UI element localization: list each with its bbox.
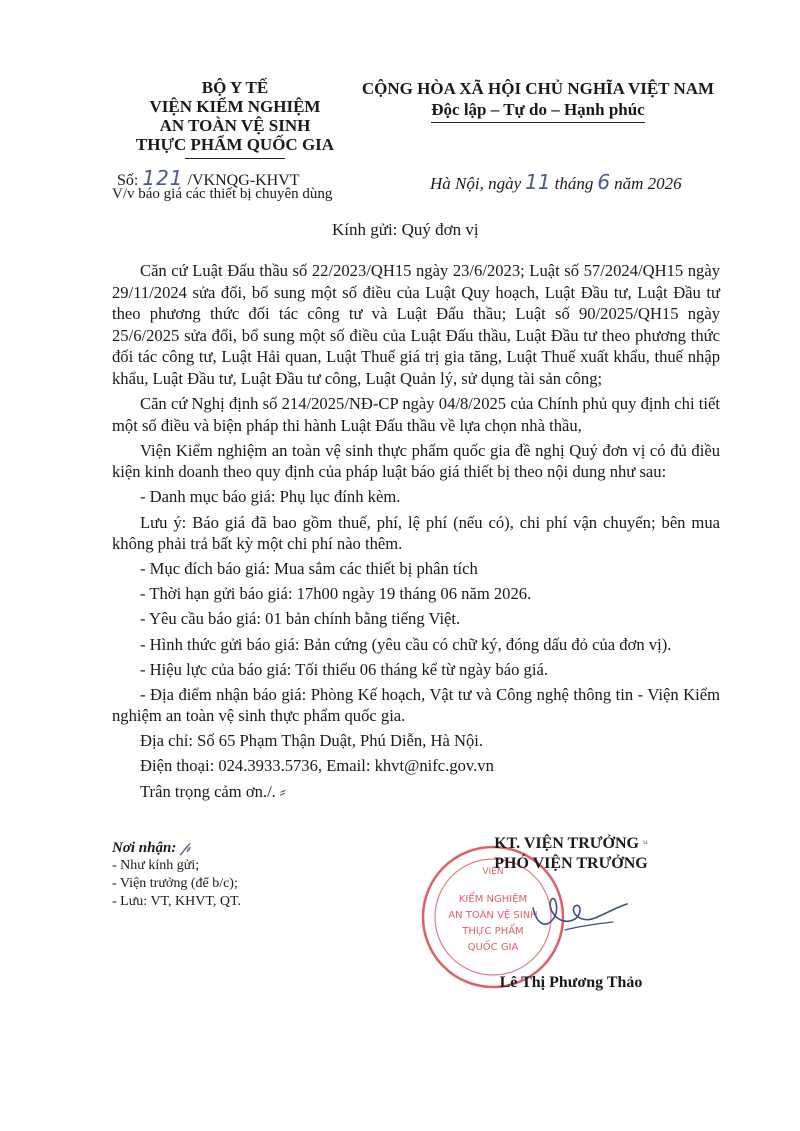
- initial-mark-icon: ⸗: [280, 781, 286, 801]
- handwritten-signature-icon: [525, 880, 635, 940]
- item-deadline: - Thời hạn gửi báo giá: 17h00 ngày 19 tháng 06 năm 2026.: [140, 584, 532, 604]
- recipient-item: - Như kính gửi;: [112, 858, 200, 873]
- recipients-title: Nơi nhận: 𝓅: [112, 838, 191, 856]
- recipient-item: - Lưu: VT, KHVT, QT.: [112, 894, 242, 909]
- item-contact: Điện thoại: 024.3933.5736, Email: khvt@nifc.gov.vn: [140, 756, 494, 776]
- seal-text-line4: QUỐC GIA: [467, 942, 519, 953]
- item-requirement: - Yêu cầu báo giá: 01 bản chính bằng tiếng Việt.: [140, 609, 461, 629]
- document-date: [430, 170, 682, 194]
- recipient-item: - Viện trưởng (để b/c);: [112, 876, 238, 891]
- paragraph-request: Viện Kiểm nghiệm an toàn vệ sinh thực phẩm quốc gia đề nghị Quý đơn vị có đủ điều kiện kinh doanh theo quy định của pháp luật báo giá thiết bị theo nội dung như sau:: [112, 440, 720, 482]
- item-submission-form: - Hình thức gửi báo giá: Bản cứng (yêu cầu có chữ ký, đóng dấu đỏ của đơn vị).: [140, 634, 672, 654]
- seal-text-line3: THỰC PHẨM: [462, 926, 524, 937]
- item-note: Lưu ý: Báo giá đã bao gồm thuế, phí, lệ phí (nếu có), chi phí vận chuyển; bên mua không phải trả bất kỳ một chi phí nào thêm.: [112, 512, 720, 554]
- signature-title: [476, 834, 666, 874]
- item-validity: - Hiệu lực của báo giá: Tối thiểu 06 tháng kể từ ngày báo giá.: [140, 659, 548, 679]
- initial-mark-icon: ᵘ: [642, 837, 648, 851]
- item-quote-list: - Danh mục báo giá: Phụ lục đính kèm.: [140, 487, 401, 507]
- doc-number-handwritten: 121: [142, 166, 184, 190]
- institute-name-line1: VIỆN KIỂM NGHIỆM: [149, 97, 321, 116]
- item-location: - Địa điểm nhận báo giá: Phòng Kế hoạch, Vật tư và Công nghệ thông tin - Viện Kiểm nghiệm an toàn vệ sinh thực phẩm quốc gia.: [112, 684, 720, 726]
- national-motto: Độc lập – Tự do – Hạnh phúc: [431, 99, 644, 123]
- closing-thanks: Trân trọng cảm ơn./. ⸗: [140, 781, 286, 801]
- ministry-name: BỘ Y TẾ: [201, 78, 269, 97]
- date-day: 11: [525, 170, 551, 194]
- institute-name-line2: AN TOÀN VỆ SINH: [159, 116, 311, 135]
- national-header: [348, 78, 728, 123]
- institute-name-line3: THỰC PHẨM QUỐC GIA: [135, 135, 335, 154]
- seal-text-line1: KIỂM NGHIỆM: [458, 894, 528, 905]
- paragraph-legal-basis-2: Căn cứ Nghị định số 214/2025/NĐ-CP ngày 04/8/2025 của Chính phủ quy định chi tiết một số điều và biện pháp thi hành Luật Đấu thầu về lựa chọn nhà thầu,: [112, 394, 720, 435]
- item-purpose: - Mục đích báo giá: Mua sắm các thiết bị phân tích: [140, 559, 478, 579]
- paragraph-legal-basis-1: Căn cứ Luật Đấu thầu số 22/2023/QH15 ngày 23/6/2023; Luật số 57/2024/QH15 ngày 29/11/2024 sửa đổi, bổ sung một số điều của Luật Quy hoạch, Luật Đầu tư, Luật Đầu tư theo phương thức đối tác công tư và Luật Đấu thầu; Luật số 90/2025/QH15 ngày 25/6/2025 sửa đổi, bổ sung một số điều của Luật Đấu thầu, Luật Đầu tư theo phương thức đối tác công tư, Luật Hải quan, Luật Thuế giá trị gia tăng, Luật Thuế xuất khẩu, thuế nhập khẩu, Luật Đầu tư, Luật Đầu tư công, Luật Quản lý, sử dụng tài sản công;: [112, 261, 720, 388]
- recipients-block: [112, 838, 241, 911]
- item-address: Địa chỉ: Số 65 Phạm Thận Duật, Phú Diễn, Hà Nội.: [140, 731, 484, 751]
- signer-name: Lê Thị Phương Thảo: [499, 974, 643, 991]
- signature-title-line2: PHÓ VIỆN TRƯỞNG: [494, 855, 648, 872]
- seal-text-top: VIỆN: [482, 867, 504, 877]
- issuer-header: [110, 78, 360, 159]
- date-month-label: tháng: [554, 174, 594, 193]
- doc-number-prefix: Số:: [117, 172, 139, 189]
- date-year: năm 2026: [614, 174, 682, 193]
- signature-title-line1: KT. VIỆN TRƯỞNG ᵘ: [494, 835, 648, 852]
- country-name: CỘNG HÒA XÃ HỘI CHỦ NGHĨA VIỆT NAM: [361, 79, 715, 98]
- initial-mark-icon: 𝓅: [180, 838, 191, 856]
- seal-text-line2: AN TOÀN VỆ SINH: [448, 910, 538, 921]
- date-prefix: Hà Nội, ngày: [430, 174, 522, 193]
- header-underline: [185, 158, 285, 159]
- addressee: Kính gửi: Quý đơn vị: [332, 220, 479, 239]
- letter-body: [112, 260, 720, 806]
- date-month: 6: [597, 170, 611, 194]
- doc-number-suffix: /VKNQG-KHVT: [187, 172, 300, 189]
- document-subject: V/v báo giá các thiết bị chuyên dùng: [112, 186, 333, 202]
